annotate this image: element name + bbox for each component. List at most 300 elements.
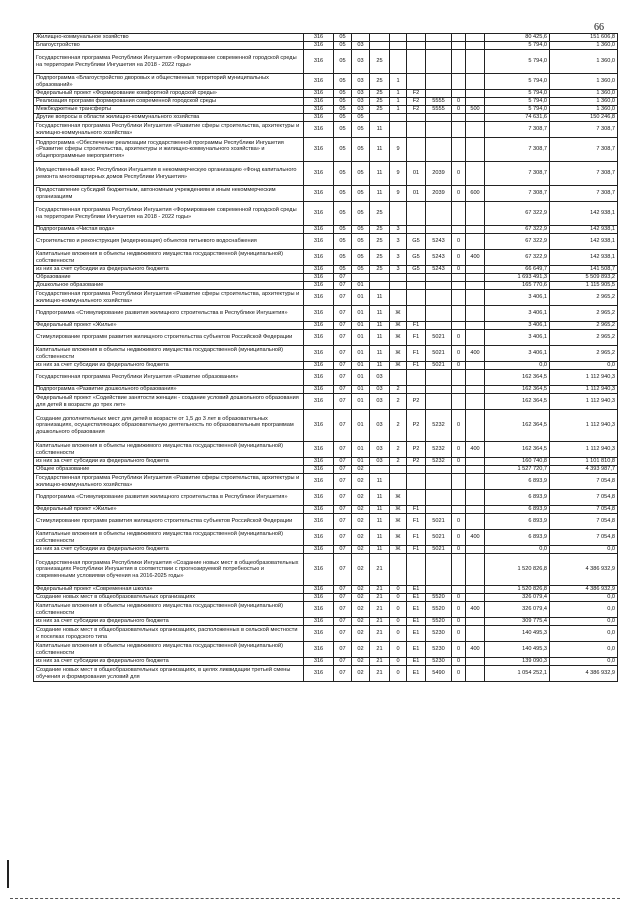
cell-pr: G5 xyxy=(407,234,426,250)
cell-e: 0 xyxy=(452,98,466,106)
cell-v2: 141 508,7 xyxy=(550,266,618,274)
cell-e xyxy=(452,50,466,74)
cell-g: 316 xyxy=(304,106,334,114)
cell-n: Подпрограмма «Обеспечение реализации государственной программы Республики Ингушетия «Развитие сферы строительства, архитектуры и жилищно-коммунального хозяйства» и общепрограммные мероприятия» xyxy=(34,138,304,162)
cell-pr: E1 xyxy=(407,586,426,594)
cell-g: 316 xyxy=(304,186,334,202)
cell-g: 316 xyxy=(304,34,334,42)
cell-e xyxy=(452,394,466,410)
cell-o xyxy=(390,466,407,474)
cell-v1: 0,0 xyxy=(485,546,550,554)
cell-pr: G5 xyxy=(407,266,426,274)
cell-s: 05 xyxy=(334,74,352,90)
cell-p: 01 xyxy=(352,362,370,370)
table-row xyxy=(34,346,618,362)
cell-pp: 11 xyxy=(370,490,390,506)
cell-p: 01 xyxy=(352,386,370,394)
cell-pp: 25 xyxy=(370,234,390,250)
cell-s: 07 xyxy=(334,330,352,346)
cell-s: 05 xyxy=(334,234,352,250)
cell-e: 0 xyxy=(452,666,466,682)
cell-o: Ж xyxy=(390,506,407,514)
cell-n: Подпрограмма «Стимулирование развития жилищного строительства в Республике Ингушетия» xyxy=(34,306,304,322)
cell-t: 400 xyxy=(466,346,485,362)
cell-g: 316 xyxy=(304,506,334,514)
cell-s: 07 xyxy=(334,386,352,394)
cell-v1: 5 794,0 xyxy=(485,74,550,90)
cell-t xyxy=(466,234,485,250)
cell-v2: 1 360,0 xyxy=(550,42,618,50)
cell-n: Благоустройство xyxy=(34,42,304,50)
cell-o: 2 xyxy=(390,442,407,458)
cell-pr: F1 xyxy=(407,362,426,370)
cell-g: 316 xyxy=(304,530,334,546)
cell-v1: 3 406,1 xyxy=(485,322,550,330)
cell-t xyxy=(466,202,485,226)
cell-n: Стимулирование программ развития жилищного строительства субъектов Российской Федерации xyxy=(34,514,304,530)
cell-d xyxy=(426,490,452,506)
cell-p: 02 xyxy=(352,466,370,474)
cell-pp: 25 xyxy=(370,90,390,98)
cell-v2: 4 386 932,9 xyxy=(550,666,618,682)
cell-g: 316 xyxy=(304,474,334,490)
cell-g: 316 xyxy=(304,594,334,602)
cell-s: 07 xyxy=(334,410,352,442)
cell-pp xyxy=(370,282,390,290)
cell-e xyxy=(452,490,466,506)
cell-o: 0 xyxy=(390,602,407,618)
cell-o xyxy=(390,50,407,74)
cell-p: 05 xyxy=(352,114,370,122)
cell-pp: 25 xyxy=(370,74,390,90)
cell-g: 316 xyxy=(304,250,334,266)
cell-e xyxy=(452,474,466,490)
cell-s: 07 xyxy=(334,506,352,514)
cell-s: 05 xyxy=(334,90,352,98)
cell-p: 02 xyxy=(352,546,370,554)
cell-d xyxy=(426,282,452,290)
table-row xyxy=(34,442,618,458)
cell-n: из них за счет субсидии из федерального бюджета xyxy=(34,362,304,370)
cell-s: 07 xyxy=(334,626,352,642)
cell-e xyxy=(452,322,466,330)
cell-s: 07 xyxy=(334,466,352,474)
cell-n: Капитальные вложения в объекты недвижимого имущества государственной (муниципальной) собственности xyxy=(34,346,304,362)
cell-v2: 2 965,2 xyxy=(550,306,618,322)
cell-e xyxy=(452,90,466,98)
cell-n: Государственная программа Республики Ингушетия «Развитие сферы строительства, архитектуры и жилищно-коммунального хозяйства» xyxy=(34,290,304,306)
cell-pp: 11 xyxy=(370,306,390,322)
cell-pr xyxy=(407,474,426,490)
cell-o: 3 xyxy=(390,234,407,250)
cell-pp: 03 xyxy=(370,410,390,442)
cell-n: Реализация программ формирования современной городской среды xyxy=(34,98,304,106)
cell-v2: 1 360,0 xyxy=(550,106,618,114)
cell-t xyxy=(466,330,485,346)
cell-v2: 1 112 940,3 xyxy=(550,370,618,386)
cell-p: 01 xyxy=(352,330,370,346)
cell-g: 316 xyxy=(304,98,334,106)
cell-g: 316 xyxy=(304,114,334,122)
cell-v1: 74 631,6 xyxy=(485,114,550,122)
cell-pp: 03 xyxy=(370,386,390,394)
cell-s: 05 xyxy=(334,138,352,162)
table-row xyxy=(34,306,618,322)
cell-s: 05 xyxy=(334,34,352,42)
cell-g: 316 xyxy=(304,602,334,618)
cell-s: 07 xyxy=(334,370,352,386)
cell-e xyxy=(452,122,466,138)
cell-v1: 6 893,9 xyxy=(485,474,550,490)
cell-pr: E1 xyxy=(407,618,426,626)
cell-o: 2 xyxy=(390,458,407,466)
cell-p: 05 xyxy=(352,186,370,202)
cell-e: 0 xyxy=(452,602,466,618)
table-row xyxy=(34,474,618,490)
cell-d xyxy=(426,290,452,306)
cell-t xyxy=(466,490,485,506)
cell-e xyxy=(452,282,466,290)
cell-e: 0 xyxy=(452,250,466,266)
cell-o: 1 xyxy=(390,106,407,114)
cell-s: 07 xyxy=(334,442,352,458)
cell-v1: 67 322,9 xyxy=(485,250,550,266)
cell-v2: 0,0 xyxy=(550,602,618,618)
cell-v1: 162 364,5 xyxy=(485,410,550,442)
cell-pr: E1 xyxy=(407,666,426,682)
cell-pp: 11 xyxy=(370,290,390,306)
cell-d xyxy=(426,586,452,594)
cell-n: Государственная программа Республики Ингушетия «Развитие сферы строительства, архитектуры и жилищно-коммунального хозяйства» xyxy=(34,122,304,138)
cell-g: 316 xyxy=(304,626,334,642)
cell-t xyxy=(466,282,485,290)
cell-pr xyxy=(407,138,426,162)
cell-t xyxy=(466,618,485,626)
cell-pr: F1 xyxy=(407,546,426,554)
cell-s: 05 xyxy=(334,42,352,50)
cell-s: 07 xyxy=(334,642,352,658)
cell-v1: 67 322,9 xyxy=(485,202,550,226)
cell-s: 05 xyxy=(334,226,352,234)
cell-pr xyxy=(407,554,426,586)
cell-t xyxy=(466,162,485,186)
cell-g: 316 xyxy=(304,330,334,346)
cell-g: 316 xyxy=(304,50,334,74)
cell-e: 0 xyxy=(452,346,466,362)
cell-pr xyxy=(407,282,426,290)
cell-o: 9 xyxy=(390,138,407,162)
cell-v2: 7 308,7 xyxy=(550,186,618,202)
cell-v1: 3 406,1 xyxy=(485,346,550,362)
cell-v2: 1 360,0 xyxy=(550,98,618,106)
cell-o: 0 xyxy=(390,618,407,626)
cell-o xyxy=(390,122,407,138)
cell-pp: 11 xyxy=(370,362,390,370)
cell-v1: 160 740,8 xyxy=(485,458,550,466)
cell-pp: 03 xyxy=(370,370,390,386)
cell-p: 03 xyxy=(352,74,370,90)
cell-s: 07 xyxy=(334,458,352,466)
cell-v1: 67 322,9 xyxy=(485,226,550,234)
cell-pr xyxy=(407,50,426,74)
cell-d: 5232 xyxy=(426,442,452,458)
cell-g: 316 xyxy=(304,642,334,658)
cell-v1: 162 364,5 xyxy=(485,442,550,458)
cell-o xyxy=(390,290,407,306)
cell-s: 07 xyxy=(334,594,352,602)
cell-o: 9 xyxy=(390,186,407,202)
cell-e: 0 xyxy=(452,106,466,114)
cell-pp: 25 xyxy=(370,202,390,226)
cell-n: Государственная программа Республики Ингушетия «Формирование современной городской среды на территории Республики Ингушетия на 2018 - 2022 годы» xyxy=(34,50,304,74)
cell-v2: 142 938,1 xyxy=(550,226,618,234)
cell-v2: 7 054,8 xyxy=(550,514,618,530)
cell-pr xyxy=(407,226,426,234)
cell-n: Капитальные вложения в объекты недвижимого имущества государственной (муниципальной) собственности xyxy=(34,530,304,546)
cell-g: 316 xyxy=(304,658,334,666)
cell-g: 316 xyxy=(304,306,334,322)
cell-o: 2 xyxy=(390,394,407,410)
cell-o xyxy=(390,42,407,50)
cell-d xyxy=(426,474,452,490)
table-row xyxy=(34,490,618,506)
cell-t xyxy=(466,586,485,594)
table-row xyxy=(34,594,618,602)
cell-g: 316 xyxy=(304,290,334,306)
cell-p: 05 xyxy=(352,226,370,234)
cell-g: 316 xyxy=(304,618,334,626)
cell-d xyxy=(426,114,452,122)
cell-g: 316 xyxy=(304,386,334,394)
cell-e: 0 xyxy=(452,442,466,458)
table-row xyxy=(34,410,618,442)
cell-p: 02 xyxy=(352,594,370,602)
cell-o: 2 xyxy=(390,410,407,442)
cell-n: Федеральный проект «Современная школа» xyxy=(34,586,304,594)
table-row xyxy=(34,250,618,266)
cell-pr: 01 xyxy=(407,186,426,202)
cell-v1: 6 893,9 xyxy=(485,530,550,546)
cell-pp: 25 xyxy=(370,226,390,234)
cell-t xyxy=(466,506,485,514)
cell-p: 02 xyxy=(352,626,370,642)
cell-v1: 80 425,6 xyxy=(485,34,550,42)
cell-g: 316 xyxy=(304,162,334,186)
cell-o: 0 xyxy=(390,666,407,682)
cell-e: 0 xyxy=(452,642,466,658)
cell-v2: 2 965,2 xyxy=(550,346,618,362)
cell-g: 316 xyxy=(304,282,334,290)
cell-n: из них за счет субсидии из федерального бюджета xyxy=(34,458,304,466)
cell-n: Подпрограмма «Развитие дошкольного образования» xyxy=(34,386,304,394)
cell-pp: 03 xyxy=(370,394,390,410)
cell-e xyxy=(452,74,466,90)
cell-pr: E1 xyxy=(407,594,426,602)
cell-t: 400 xyxy=(466,530,485,546)
cell-p: 03 xyxy=(352,42,370,50)
cell-o: 0 xyxy=(390,586,407,594)
cell-e xyxy=(452,138,466,162)
cell-v1: 3 406,1 xyxy=(485,290,550,306)
cell-pp: 25 xyxy=(370,266,390,274)
cell-n: из них за счет субсидии из федерального бюджета xyxy=(34,266,304,274)
cell-d: 5520 xyxy=(426,594,452,602)
cell-o: Ж xyxy=(390,490,407,506)
cell-t xyxy=(466,90,485,98)
cell-d: 5021 xyxy=(426,330,452,346)
cell-pr: E1 xyxy=(407,626,426,642)
cell-pp: 11 xyxy=(370,330,390,346)
cell-pr: 01 xyxy=(407,162,426,186)
cell-v1: 162 364,5 xyxy=(485,394,550,410)
cell-e xyxy=(452,554,466,586)
cell-t xyxy=(466,394,485,410)
cell-o: 1 xyxy=(390,74,407,90)
cell-pp: 11 xyxy=(370,138,390,162)
cell-d: 5520 xyxy=(426,618,452,626)
cell-t xyxy=(466,466,485,474)
cell-t xyxy=(466,226,485,234)
table-row xyxy=(34,138,618,162)
cell-t xyxy=(466,266,485,274)
cell-pr: F2 xyxy=(407,106,426,114)
cell-pr: F1 xyxy=(407,506,426,514)
cell-v2: 0,0 xyxy=(550,626,618,642)
table-row xyxy=(34,506,618,514)
cell-pp: 11 xyxy=(370,474,390,490)
cell-pr: P2 xyxy=(407,394,426,410)
cell-g: 316 xyxy=(304,138,334,162)
cell-v2: 0,0 xyxy=(550,642,618,658)
cell-pp: 11 xyxy=(370,186,390,202)
cell-v2: 2 965,2 xyxy=(550,290,618,306)
cell-d: 5232 xyxy=(426,410,452,442)
cell-d: 5243 xyxy=(426,250,452,266)
cell-o: Ж xyxy=(390,514,407,530)
cell-p: 03 xyxy=(352,98,370,106)
cell-g: 316 xyxy=(304,514,334,530)
cell-d: 5232 xyxy=(426,458,452,466)
cell-pp: 21 xyxy=(370,642,390,658)
cell-v2: 4 393 987,7 xyxy=(550,466,618,474)
cell-p: 05 xyxy=(352,138,370,162)
cell-d xyxy=(426,306,452,322)
cell-o: 0 xyxy=(390,642,407,658)
table-row xyxy=(34,514,618,530)
cell-d xyxy=(426,138,452,162)
cell-n: Строительство и реконструкция (модернизация) объектов питьевого водоснабжения xyxy=(34,234,304,250)
cell-t xyxy=(466,74,485,90)
cell-d xyxy=(426,202,452,226)
cell-t xyxy=(466,514,485,530)
cell-v1: 5 794,0 xyxy=(485,42,550,50)
cell-t: 400 xyxy=(466,442,485,458)
cell-pr xyxy=(407,290,426,306)
cell-e: 0 xyxy=(452,162,466,186)
cell-o: Ж xyxy=(390,530,407,546)
cell-t xyxy=(466,98,485,106)
cell-p: 02 xyxy=(352,602,370,618)
cell-o xyxy=(390,474,407,490)
cell-n: Имущественный взнос Республики Ингушетия в некоммерческую организацию «Фонд капитального ремонта многоквартирных домов Республики Ингушетия» xyxy=(34,162,304,186)
cell-v1: 5 794,0 xyxy=(485,106,550,114)
cell-e xyxy=(452,506,466,514)
cell-n: Капитальные вложения в объекты недвижимого имущества государственной (муниципальной) собственности xyxy=(34,602,304,618)
cell-o: Ж xyxy=(390,546,407,554)
cell-e xyxy=(452,34,466,42)
cell-pp: 11 xyxy=(370,346,390,362)
cell-n: Стимулирование программ развития жилищного строительства субъектов Российской Федерации xyxy=(34,330,304,346)
table-row xyxy=(34,658,618,666)
cell-t xyxy=(466,274,485,282)
cell-n: Государственная программа Республики Ингушетия «Формирование современной городской среды на территории Республики Ингушетия на 2018 - 2022 годы» xyxy=(34,202,304,226)
cell-g: 316 xyxy=(304,42,334,50)
scan-bottom-line xyxy=(10,898,620,899)
cell-o: 1 xyxy=(390,98,407,106)
cell-e xyxy=(452,586,466,594)
cell-pr: E1 xyxy=(407,658,426,666)
cell-pr: F1 xyxy=(407,346,426,362)
cell-p xyxy=(352,34,370,42)
cell-e xyxy=(452,466,466,474)
cell-pr: F1 xyxy=(407,514,426,530)
table-row xyxy=(34,394,618,410)
cell-p: 05 xyxy=(352,266,370,274)
cell-v2: 1 101 810,8 xyxy=(550,458,618,466)
cell-p: 01 xyxy=(352,282,370,290)
cell-pp xyxy=(370,466,390,474)
cell-pr: G5 xyxy=(407,250,426,266)
cell-e: 0 xyxy=(452,410,466,442)
cell-v2: 1 360,0 xyxy=(550,90,618,98)
cell-p: 03 xyxy=(352,90,370,98)
cell-p: 01 xyxy=(352,458,370,466)
cell-s: 05 xyxy=(334,266,352,274)
cell-p: 02 xyxy=(352,530,370,546)
table-row xyxy=(34,34,618,42)
table-row xyxy=(34,586,618,594)
cell-g: 316 xyxy=(304,362,334,370)
cell-pp: 11 xyxy=(370,546,390,554)
cell-p: 05 xyxy=(352,122,370,138)
cell-pp: 25 xyxy=(370,250,390,266)
cell-v1: 5 794,0 xyxy=(485,98,550,106)
cell-s: 07 xyxy=(334,666,352,682)
cell-p: 02 xyxy=(352,506,370,514)
cell-v1: 6 893,9 xyxy=(485,506,550,514)
cell-v1: 1 527 720,7 xyxy=(485,466,550,474)
cell-v2: 150 246,8 xyxy=(550,114,618,122)
table-row xyxy=(34,618,618,626)
cell-pr: E1 xyxy=(407,602,426,618)
cell-p: 01 xyxy=(352,370,370,386)
cell-t xyxy=(466,138,485,162)
cell-pp: 11 xyxy=(370,162,390,186)
cell-n: Подпрограмма «Стимулирование развития жилищного строительства в Республике Ингушетия» xyxy=(34,490,304,506)
cell-pr: P2 xyxy=(407,442,426,458)
cell-pr: F1 xyxy=(407,330,426,346)
cell-t xyxy=(466,122,485,138)
cell-pr xyxy=(407,202,426,226)
cell-n: Создание новых мест в общеобразовательных организациях xyxy=(34,594,304,602)
cell-v1: 140 495,3 xyxy=(485,642,550,658)
cell-s: 07 xyxy=(334,322,352,330)
cell-g: 316 xyxy=(304,90,334,98)
cell-s: 07 xyxy=(334,282,352,290)
table-row xyxy=(34,234,618,250)
table-row xyxy=(34,370,618,386)
cell-o: 3 xyxy=(390,266,407,274)
